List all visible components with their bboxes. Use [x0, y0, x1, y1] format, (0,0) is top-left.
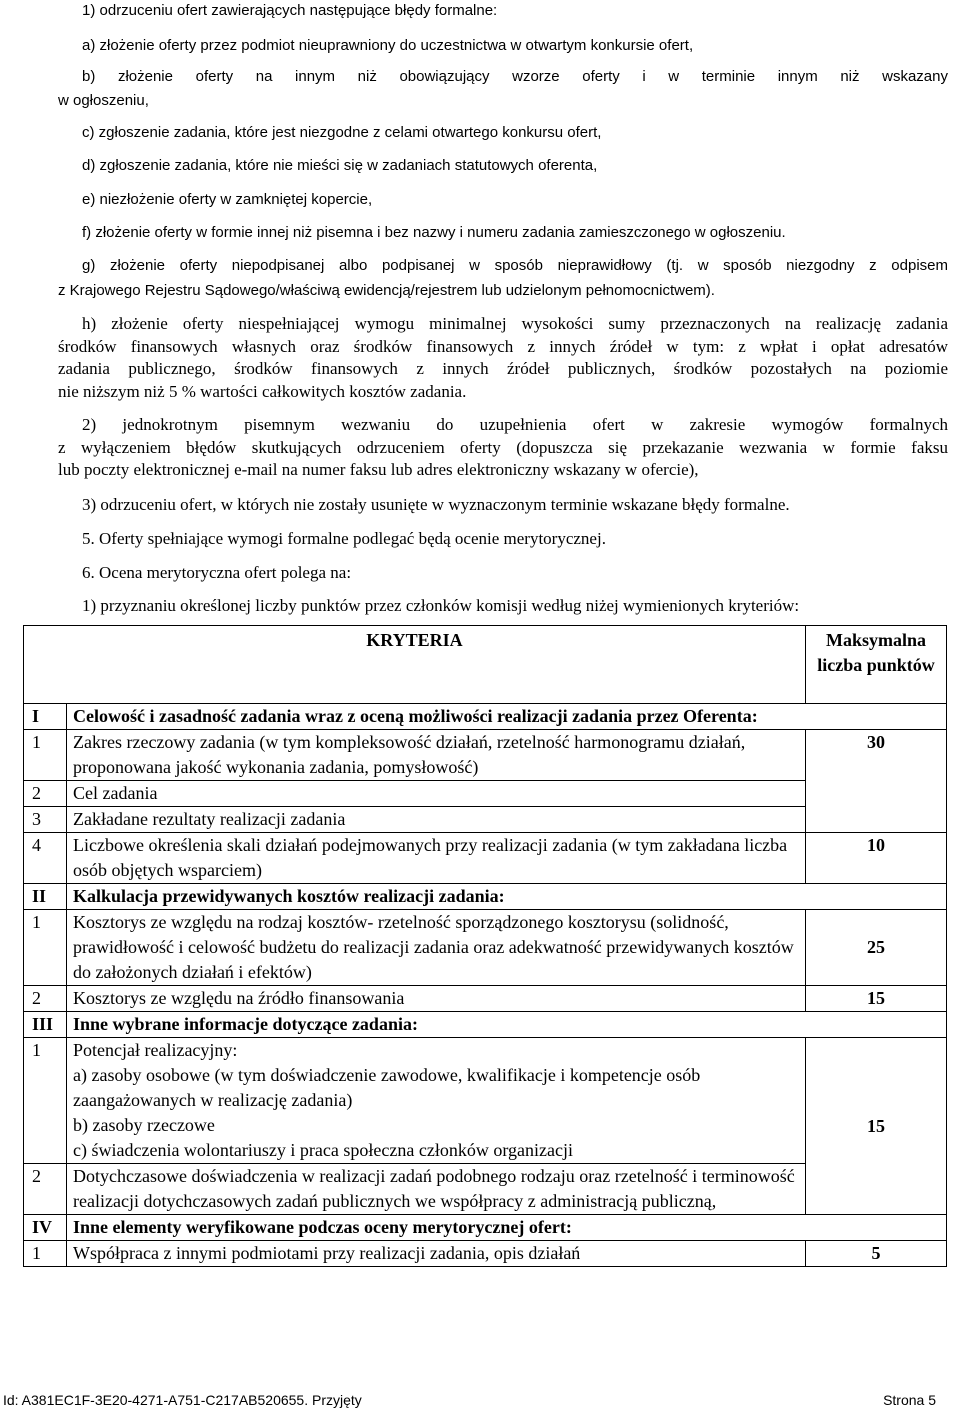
row-text: Liczbowe określenia skali działań podejmowanych przy realizacji zadania (w tym zakładana liczba osób objętych wsparciem): [67, 833, 806, 884]
point-2-line2: z wyłączeniem błędów skutkujących odrzuceniem oferty (dopuszcza się przekazanie wezwania w formie faksu: [58, 438, 948, 457]
row-points: 10: [806, 833, 947, 884]
section-row: [24, 704, 947, 730]
section-number: IV: [24, 1215, 67, 1241]
reject-item-h-line3: zadania publicznego, środków finansowych z innych źródeł publicznych, środków pozostałych na poziomie: [58, 359, 948, 378]
row-text: Kosztorys ze względu na źródło finansowania: [67, 986, 806, 1012]
table-row: [24, 833, 947, 884]
footer-document-id: Id: A381EC1F-3E20-4271-A751-C217AB520655. Przyjęty: [3, 1392, 362, 1408]
row-number: 1: [24, 1038, 67, 1164]
criteria-table: [23, 625, 947, 1267]
point-2-line3: lub poczty elektronicznej e-mail na numer faksu lub adres elektroniczny wskazany w ofercie),: [58, 460, 699, 479]
point-3: 3) odrzuceniu ofert, w których nie zostały usunięte w wyznaczonym terminie wskazane błędy formalne.: [82, 495, 790, 514]
potential-item-c: c) świadczenia wolontariuszy i praca społeczna członków organizacji: [73, 1140, 573, 1160]
section-number: II: [24, 884, 67, 910]
reject-item-a: a) złożenie oferty przez podmiot nieuprawniony do uczestnictwa w otwartym konkursie ofert,: [82, 37, 694, 54]
table-row: [24, 986, 947, 1012]
table-row: [24, 730, 947, 781]
section-title: Kalkulacja przewidywanych kosztów realizacji zadania:: [67, 884, 947, 910]
row-text-potential: [67, 1038, 806, 1164]
table-row: [24, 1241, 947, 1267]
point-6-1: 1) przyznaniu określonej liczby punktów przez członków komisji według niżej wymienionych kryteriów:: [82, 596, 800, 615]
section-title: Inne elementy weryfikowane podczas oceny merytorycznej ofert:: [67, 1215, 947, 1241]
row-number: 1: [24, 1241, 67, 1267]
reject-item-c: c) zgłoszenie zadania, które jest niezgodne z celami otwartego konkursu ofert,: [82, 124, 602, 141]
reject-item-b-line1: b) złożenie oferty na innym niż obowiązujący wzorze oferty i w terminie innym niż wskazany: [82, 68, 948, 85]
row-points: 15: [806, 1038, 947, 1215]
row-text: Dotychczasowe doświadczenia w realizacji zadań podobnego rodzaju oraz rzetelność i terminowość realizacji dotychczasowych zadań publicznych we współpracy z administracją publiczną,: [67, 1164, 806, 1215]
reject-item-g-line1: g) złożenie oferty niepodpisanej albo podpisanej w sposób nieprawidłowy (tj. w sposób niezgodny z odpisem: [82, 257, 948, 274]
potential-item-a: a) zasoby osobowe (w tym doświadczenie zawodowe, kwalifikacje i kompetencje osób zaangażowanych w realizację zadania): [73, 1065, 701, 1110]
reject-heading: 1) odrzuceniu ofert zawierających następujące błędy formalne:: [82, 2, 498, 19]
header-criteria: KRYTERIA: [24, 626, 806, 704]
section-number: I: [24, 704, 67, 730]
row-points: 15: [806, 986, 947, 1012]
potential-item-b: b) zasoby rzeczowe: [73, 1115, 215, 1135]
section-row: [24, 1215, 947, 1241]
row-points: 5: [806, 1241, 947, 1267]
row-number: 2: [24, 781, 67, 807]
reject-item-h-line1: h) złożenie oferty niespełniającej wymogu minimalnej wysokości sumy przeznaczonych na realizację zadania: [82, 314, 948, 333]
section-row: [24, 884, 947, 910]
section-number: III: [24, 1012, 67, 1038]
reject-item-h-line4: nie niższym niż 5 % wartości całkowitych kosztów zadania.: [58, 382, 467, 401]
header-max-points: Maksymalna liczba punktów: [806, 626, 947, 704]
table-row: [24, 910, 947, 986]
row-points: 25: [806, 910, 947, 986]
row-number: 2: [24, 1164, 67, 1215]
row-number: 1: [24, 730, 67, 781]
point-6: 6. Ocena merytoryczna ofert polega na:: [82, 563, 352, 582]
section-title: Celowość i zasadność zadania wraz z oceną możliwości realizacji zadania przez Oferenta:: [67, 704, 947, 730]
reject-item-b-line2: w ogłoszeniu,: [58, 92, 149, 109]
row-points: 30: [806, 730, 947, 833]
table-row: [24, 1038, 947, 1164]
row-number: 4: [24, 833, 67, 884]
section-title: Inne wybrane informacje dotyczące zadania:: [67, 1012, 947, 1038]
row-text: Cel zadania: [67, 781, 806, 807]
row-text: Zakres rzeczowy zadania (w tym kompleksowość działań, rzetelność harmonogramu działań, proponowana jakość wykonania zadania, pomysłowość): [67, 730, 806, 781]
row-number: 1: [24, 910, 67, 986]
row-text: Kosztorys ze względu na rodzaj kosztów- rzetelność sporządzonego kosztorysu (solidność, prawidłowość i celowość budżetu do realizacji zadania oraz adekwatność przewidywanych kosztów do założonych działań i efektów): [67, 910, 806, 986]
potential-title: Potencjał realizacyjny:: [73, 1040, 238, 1060]
footer-page-number: Strona 5: [883, 1392, 936, 1408]
reject-item-g-line2: z Krajowego Rejestru Sądowego/właściwą ewidencją/rejestrem lub udzielonym pełnomocnictwem).: [58, 282, 715, 299]
row-text: Zakładane rezultaty realizacji zadania: [67, 807, 806, 833]
reject-item-f: f) złożenie oferty w formie innej niż pisemna i bez nazwy i numeru zadania zamieszczonego w ogłoszeniu.: [82, 224, 786, 241]
row-number: 3: [24, 807, 67, 833]
point-5: 5. Oferty spełniające wymogi formalne podlegać będą ocenie merytorycznej.: [82, 529, 606, 548]
reject-item-e: e) niezłożenie oferty w zamkniętej kopercie,: [82, 191, 373, 208]
point-2-line1: 2) jednokrotnym pisemnym wezwaniu do uzupełnienia ofert w zakresie wymogów formalnych: [82, 415, 948, 434]
reject-item-d: d) zgłoszenie zadania, które nie mieści się w zadaniach statutowych oferenta,: [82, 157, 598, 174]
reject-item-h-line2: środków finansowych własnych oraz środków finansowych z innych źródeł w tym: z wpłat i opłat adresatów: [58, 337, 948, 356]
table-header-row: [24, 626, 947, 704]
row-text: Współpraca z innymi podmiotami przy realizacji zadania, opis działań: [67, 1241, 806, 1267]
row-number: 2: [24, 986, 67, 1012]
section-row: [24, 1012, 947, 1038]
